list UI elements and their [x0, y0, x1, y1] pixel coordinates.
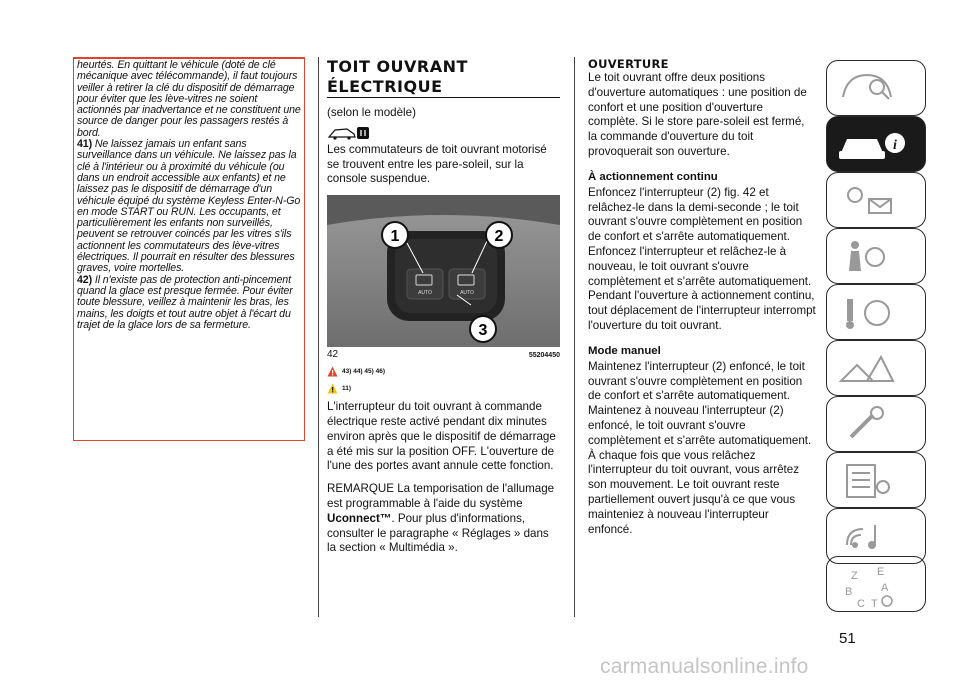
active-paragraph: L'interrupteur du toit ouvrant à commande électrique reste activé pendant dix minutes environ après que le dispositif de démarrage a été mis sur la position OFF. L'ouverture de l'une des portes avant annule cette fonction. [327, 400, 556, 473]
caution-refs [327, 383, 560, 394]
caution-ref-numbers: 11) [342, 385, 352, 393]
warning-ref-numbers: 43) 44) 45) 46) [342, 368, 385, 376]
svg-text:A: A [881, 582, 889, 594]
warning-number: 42) [77, 273, 93, 286]
figure-caption [327, 349, 560, 360]
column-divider [318, 57, 319, 617]
figure-number: 42 [327, 349, 339, 361]
dashboard-search-icon [837, 67, 897, 111]
caution-triangle-icon [327, 383, 338, 394]
section-title: TOIT OUVRANT [327, 57, 468, 76]
tab-starting[interactable] [826, 284, 926, 340]
ouverture-section [588, 57, 816, 537]
svg-text:T: T [871, 598, 878, 610]
auto-paragraph: Enfoncez l'interrupteur (2) fig. 42 et relâchez-le dans la demi-seconde ; le toit ouvrant s'ouvre complètement en position de confort et s'arrête automatiquement. Enfoncez l'interrupteur et relâchez-le à nouveau, le toit ouvrant s'ouvre complètement et s'arrête automatiquement. Pendant l'ouverture à actionnement continu, tout déplacement de l'interrupteur interrompt l'ouverture du toit ouvrant. [588, 185, 816, 332]
subtitle: (selon le modèle) [327, 106, 416, 119]
tab-dashboard[interactable] [826, 60, 926, 116]
manual-paragraph: Maintenez l'interrupteur (2) enfoncé, le toit ouvrant s'ouvre complètement en position de confort et s'arrête automatiquement. Maintenez à nouveau l'interrupteur (2) enfoncé, le toit ouvrant s'ouvre complètement et s'arrête automatiquement. À chaque fois que vous relâchez l'interrupteur du toit ouvrant, vous arrêtez son mouvement. Le toit ouvrant reste partiellement ouvert jusqu'à ce que vous mainteniez à nouveau l'interrupteur enfoncé. [588, 359, 812, 536]
svg-text:E: E [877, 566, 885, 578]
tab-specs[interactable] [826, 452, 926, 508]
auto-heading: À actionnement continu [588, 170, 718, 183]
manual-heading: Mode manuel [588, 344, 661, 357]
warning-box [73, 57, 305, 441]
callout-1: 1 [390, 228, 400, 246]
warning-41 [77, 139, 301, 275]
car-info-icon [837, 123, 907, 167]
warning-triangle-icon [327, 366, 338, 377]
key-wheel-icon [837, 291, 897, 335]
tab-emergency[interactable] [826, 340, 926, 396]
svg-text:Z: Z [851, 570, 858, 582]
svg-text:i: i [893, 138, 897, 153]
road-warning-icon [837, 347, 897, 391]
svg-text:AUTO: AUTO [460, 290, 474, 297]
warning-paragraph: heurtés. En quittant le véhicule (doté de clé mécanique avec télécommande), il faut toujours veiller à retirer la clé du dispositif de démarrage pour éviter que les lève-vitres ne soient actionnés par inadvertance et ne constituent une source de danger pour les passagers restés à bord. [77, 59, 301, 139]
media-icon [837, 515, 897, 559]
ouverture-title: OUVERTURE [588, 57, 669, 71]
watermark: carmanualsonline.info [600, 655, 809, 678]
airbag-icon [837, 235, 897, 279]
spec-list-icon [837, 459, 897, 503]
svg-text:AUTO: AUTO [418, 290, 432, 297]
tab-index[interactable] [826, 556, 926, 612]
intro-paragraph: Les commutateurs de toit ouvrant motorisé se trouvent entre les pare-soleil, sur la console suspendue. [327, 142, 547, 186]
tab-vehicle[interactable] [826, 116, 926, 172]
sunroof-section [327, 57, 560, 556]
column-divider [574, 57, 575, 617]
warning-42 [77, 275, 301, 331]
figure-42 [327, 195, 560, 347]
tab-safety[interactable] [826, 228, 926, 284]
tab-lights[interactable] [826, 172, 926, 228]
callout-3: 3 [478, 322, 488, 340]
warning-refs [327, 366, 560, 377]
figure-code: 55204450 [528, 352, 560, 360]
section-title: ÉLECTRIQUE [327, 77, 443, 96]
index-icon [837, 563, 907, 611]
lights-mail-icon [837, 179, 897, 223]
sunroof-badge-icon [327, 126, 560, 140]
uconnect-brand: Uconnect™ [327, 511, 392, 525]
warning-text: Il n'existe pas de protection anti-pincement quand la glace est presque fermée. Pour éviter toute blessure, veillez à maintenir les bras, les mains, les doigts et tout autre objet à l'écart du trajet de la glace lors de sa fermeture. [77, 273, 293, 331]
wrench-icon [837, 403, 897, 447]
callout-2: 2 [494, 228, 504, 246]
svg-text:B: B [845, 586, 853, 598]
remark-paragraph: REMARQUE La temporisation de l'allumage est programmable à l'aide du système Uconnect™. Pour plus d'informations, consulter le paragraphe « Réglages » dans la section « Multimédia ». [327, 482, 555, 555]
svg-text:C: C [857, 598, 865, 610]
tab-maintenance[interactable] [826, 396, 926, 452]
warning-number: 41) [77, 138, 93, 151]
page-number: 51 [839, 630, 856, 647]
warning-text: Ne laissez jamais un enfant sans surveillance dans un véhicule. Ne laissez pas la clé à l'intérieur ou à proximité du véhicule (ou dans un endroit accessible aux enfants) et ne laissez pas le dispositif de démarrage d'un véhicule équipé du système Keyless Enter-N-Go en mode START ou RUN. Les occupants, et particulièrement les enfants non surveillés, peuvent se retrouver coincés par les vitres s'ils actionnent les commutateurs des lève-vitres électriques. Il pourrait en résulter des blessures graves, voire mortelles. [77, 138, 301, 275]
section-heading [327, 57, 560, 98]
ouverture-intro: Le toit ouvrant offre deux positions d'ouverture automatiques : une position de confort et une position d'ouverture complète. Si le store pare-soleil est fermé, la commande d'ouverture du toit provoquerait son ouverture. [588, 71, 807, 158]
